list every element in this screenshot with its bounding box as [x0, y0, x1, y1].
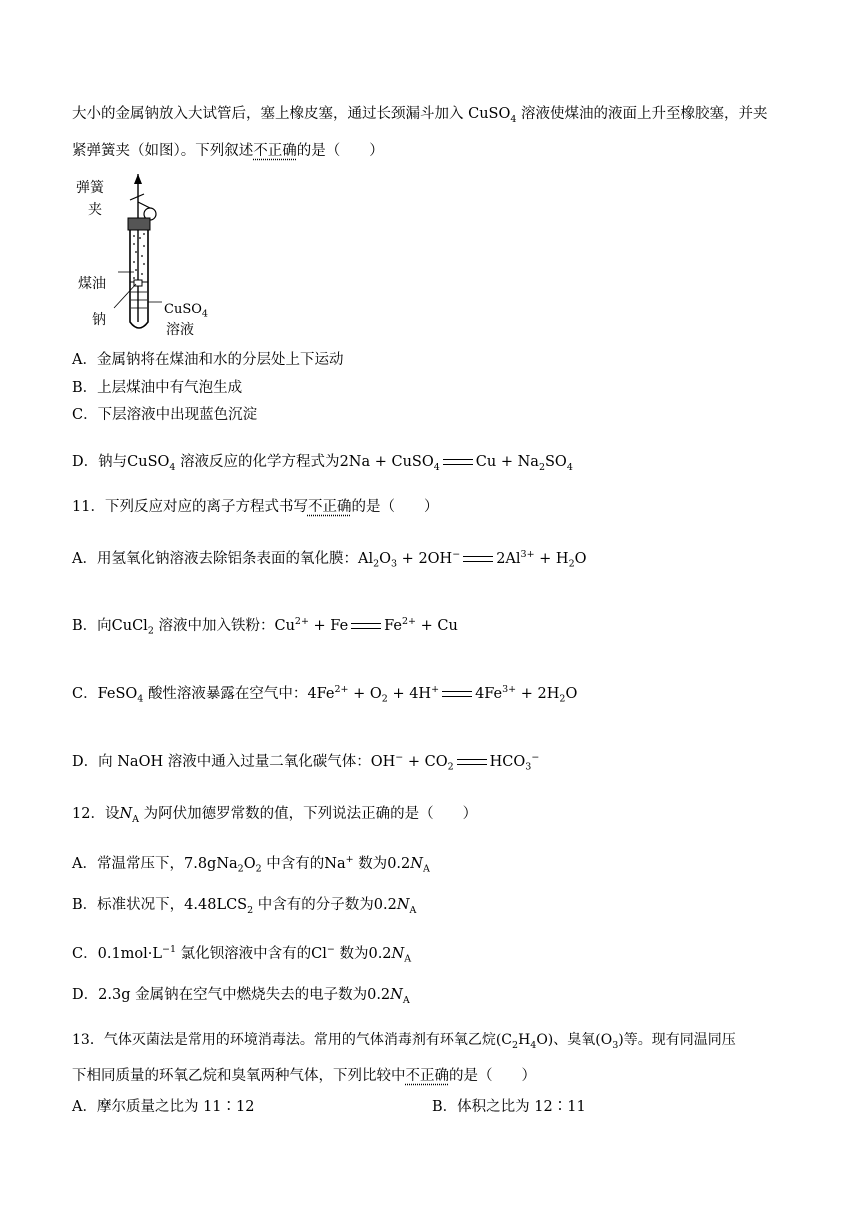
q11-option-c: C．FeSO$_4$ 酸性溶液暴露在空气中：$4Fe^{2+} + O_2 + 4H^+$ $4Fe^{3+} + 2H_2O$	[72, 684, 578, 705]
q12-option-c: C．$0.1mol\cdot L^{-1}$ 氯化钡溶液中含有的Cl− 数为$0.2N_A$	[72, 944, 412, 965]
emphasis-not-correct: 不正确	[405, 1068, 449, 1084]
question-10-stem-line-1: 大小的金属钠放入大试管后，塞上橡皮塞，通过长颈漏斗加入 CuSO$_4$ 溶液使煤油的液面上升至橡胶塞，并夹	[72, 106, 768, 125]
q13-option-b: B．体积之比为 12∶11	[432, 1099, 586, 1115]
question-13-stem-line-2: 下相同质量的环氧乙烷和臭氧两种气体，下列比较中不正确的是（ ）	[72, 1068, 536, 1084]
label-cuso4: CuSO$_4$	[164, 302, 208, 320]
question-13-stem-line-1: 13．气体灭菌法是常用的环境消毒法。常用的气体消毒剂有环氧乙烷$(C_2H_4O)$、臭氧$(O_3)$等。现有同温同压	[72, 1032, 736, 1051]
q10-option-c: C．下层溶液中出现蓝色沉淀	[72, 407, 258, 423]
question-12-stem: 12．设$N_A$ 为阿伏加德罗常数的值，下列说法正确的是（ ）	[72, 806, 478, 825]
q12-option-a: A．常温常压下，$7.8gNa_2O_2$ 中含有的Na+ 数为$0.2N_A$	[72, 854, 430, 875]
q12-option-d: D．2.3g 金属钠在空气中燃烧失去的电子数为$0.2N_A$	[72, 987, 410, 1006]
label-kerosene: 煤油	[78, 276, 106, 292]
q13-option-a: A．摩尔质量之比为 11∶12	[72, 1099, 255, 1115]
question-10-stem-line-2: 紧弹簧夹（如图）。下列叙述不正确的是（ ）	[72, 143, 384, 159]
label-sodium: 钠	[92, 312, 106, 328]
q11-option-d: D．向 NaOH 溶液中通入过量二氧化碳气体：$OH^- + CO_2$ $HCO_3^-$	[72, 752, 540, 773]
apparatus-figure	[74, 172, 244, 342]
label-spring-clamp: 弹簧	[76, 180, 104, 196]
emphasis-not-correct: 不正确	[307, 499, 352, 515]
emphasis-not-correct: 不正确	[253, 143, 297, 159]
label-solution: 溶液	[166, 322, 194, 338]
question-11-stem: 11．下列反应对应的离子方程式书写不正确的是（ ）	[72, 499, 439, 515]
q10-option-b: B．上层煤油中有气泡生成	[72, 380, 243, 396]
q10-option-d: D．钠与CuSO$_4$ 溶液反应的化学方程式为2Na + CuSO$_4$ $Cu + Na_2SO_4$	[72, 454, 573, 473]
q11-option-a: A．用氢氧化钠溶液去除铝条表面的氧化膜：$Al_2O_3 + 2OH^-$ $2Al^{3+} + H_2O$	[72, 549, 587, 570]
q11-option-b: B．向CuCl$_2$ 溶液中加入铁粉：$Cu^{2+} + Fe$ $Fe^{2+} + Cu$	[72, 616, 458, 637]
q10-option-a: A．金属钠将在煤油和水的分层处上下运动	[72, 352, 344, 368]
label-spring-clamp-2: 夹	[88, 202, 102, 218]
q12-option-b: B．标准状况下，$4.48LCS_2$ 中含有的分子数为$0.2N_A$	[72, 897, 417, 916]
